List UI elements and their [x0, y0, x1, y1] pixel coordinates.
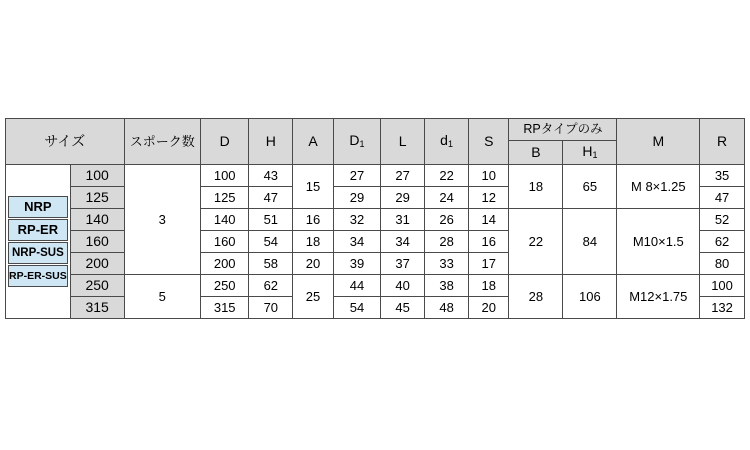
cell-size: 160	[70, 231, 124, 253]
cell-l: 29	[381, 187, 425, 209]
header-s: S	[469, 119, 509, 165]
cell-a: 16	[293, 209, 333, 231]
cell-l: 45	[381, 297, 425, 319]
header-h: H	[249, 119, 293, 165]
cell-m: M10×1.5	[617, 209, 700, 275]
cell-r: 100	[700, 275, 745, 297]
cell-r: 80	[700, 253, 745, 275]
cell-dd1: 48	[425, 297, 469, 319]
cell-a: 15	[293, 165, 333, 209]
cell-size: 200	[70, 253, 124, 275]
cell-h: 54	[249, 231, 293, 253]
cell-a: 18	[293, 231, 333, 253]
product-name-nrp: NRP	[8, 196, 68, 218]
cell-size: 100	[70, 165, 124, 187]
cell-b: 22	[509, 209, 563, 275]
cell-d: 140	[201, 209, 249, 231]
product-name-rp-er: RP-ER	[8, 219, 68, 241]
spec-table-container	[5, 118, 745, 319]
cell-l: 31	[381, 209, 425, 231]
cell-d1: 32	[333, 209, 381, 231]
cell-s: 20	[469, 297, 509, 319]
cell-h: 47	[249, 187, 293, 209]
cell-h: 70	[249, 297, 293, 319]
cell-s: 14	[469, 209, 509, 231]
cell-h: 51	[249, 209, 293, 231]
cell-l: 40	[381, 275, 425, 297]
table-header-row-1	[6, 119, 745, 141]
cell-d: 100	[201, 165, 249, 187]
cell-l: 34	[381, 231, 425, 253]
header-size: サイズ	[6, 119, 125, 165]
cell-s: 17	[469, 253, 509, 275]
cell-d1: 27	[333, 165, 381, 187]
cell-r: 62	[700, 231, 745, 253]
cell-d1: 54	[333, 297, 381, 319]
header-rp-only: RPタイプのみ	[509, 119, 617, 141]
header-d: D	[201, 119, 249, 165]
header-l: L	[381, 119, 425, 165]
header-h1: H1	[563, 141, 617, 165]
cell-l: 37	[381, 253, 425, 275]
cell-h1: 106	[563, 275, 617, 319]
cell-b: 28	[509, 275, 563, 319]
cell-h: 43	[249, 165, 293, 187]
cell-s: 18	[469, 275, 509, 297]
cell-size: 125	[70, 187, 124, 209]
cell-a: 20	[293, 253, 333, 275]
cell-spokes: 3	[124, 165, 200, 275]
cell-d1: 44	[333, 275, 381, 297]
cell-dd1: 28	[425, 231, 469, 253]
product-name-list	[6, 165, 71, 319]
cell-a: 25	[293, 275, 333, 319]
cell-spokes: 5	[124, 275, 200, 319]
table-row	[6, 165, 745, 187]
cell-d: 160	[201, 231, 249, 253]
cell-l: 27	[381, 165, 425, 187]
cell-dd1: 38	[425, 275, 469, 297]
product-name-rp-er-sus: RP-ER-SUS	[8, 265, 68, 287]
cell-dd1: 33	[425, 253, 469, 275]
cell-d: 125	[201, 187, 249, 209]
cell-r: 47	[700, 187, 745, 209]
cell-h1: 84	[563, 209, 617, 275]
cell-size: 140	[70, 209, 124, 231]
header-a: A	[293, 119, 333, 165]
header-d1: D1	[333, 119, 381, 165]
table-row	[6, 209, 745, 231]
header-dd1: d1	[425, 119, 469, 165]
cell-d: 315	[201, 297, 249, 319]
cell-r: 132	[700, 297, 745, 319]
header-r: R	[700, 119, 745, 165]
cell-b: 18	[509, 165, 563, 209]
cell-h: 58	[249, 253, 293, 275]
cell-s: 10	[469, 165, 509, 187]
cell-r: 35	[700, 165, 745, 187]
cell-m: M 8×1.25	[617, 165, 700, 209]
cell-s: 16	[469, 231, 509, 253]
cell-d1: 29	[333, 187, 381, 209]
cell-h: 62	[249, 275, 293, 297]
cell-m: M12×1.75	[617, 275, 700, 319]
cell-dd1: 26	[425, 209, 469, 231]
header-spokes: スポーク数	[124, 119, 200, 165]
cell-r: 52	[700, 209, 745, 231]
cell-d: 200	[201, 253, 249, 275]
cell-d1: 34	[333, 231, 381, 253]
cell-h1: 65	[563, 165, 617, 209]
cell-dd1: 22	[425, 165, 469, 187]
cell-size: 315	[70, 297, 124, 319]
cell-d1: 39	[333, 253, 381, 275]
header-m: M	[617, 119, 700, 165]
specification-table	[5, 118, 745, 319]
cell-size: 250	[70, 275, 124, 297]
header-b: B	[509, 141, 563, 165]
cell-dd1: 24	[425, 187, 469, 209]
cell-d: 250	[201, 275, 249, 297]
table-row	[6, 275, 745, 297]
cell-s: 12	[469, 187, 509, 209]
product-name-nrp-sus: NRP-SUS	[8, 242, 68, 264]
